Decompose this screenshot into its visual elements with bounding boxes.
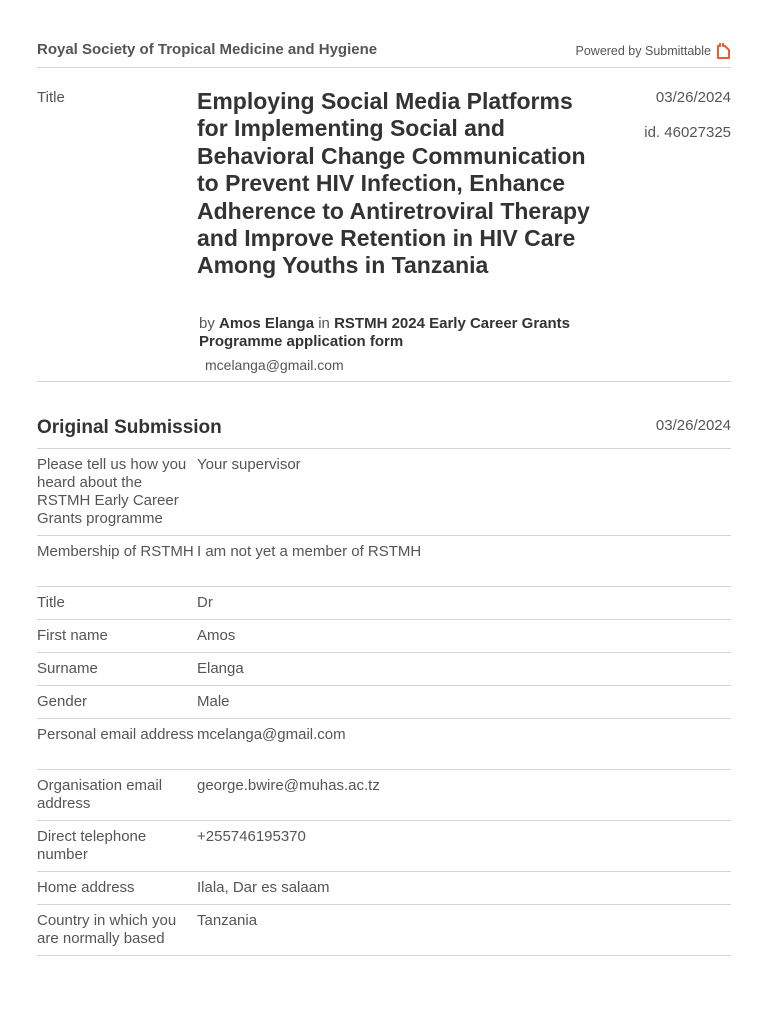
field-row	[37, 536, 731, 587]
in-word: in	[318, 315, 330, 332]
organization-name: Royal Society of Tropical Medicine and Hygiene	[37, 41, 378, 58]
field-value: Ilala, Dar es salaam	[197, 879, 330, 896]
field-value: Male	[197, 693, 230, 710]
field-row	[37, 905, 731, 956]
form-name: RSTMH 2024 Early Career Grants Programme application form	[199, 315, 571, 350]
author-name: Amos Elanga	[219, 315, 315, 332]
field-value: +255746195370	[197, 828, 306, 845]
field-value: Tanzania	[197, 912, 258, 929]
field-row	[37, 719, 731, 770]
by-word: by	[199, 315, 215, 332]
field-row	[37, 653, 731, 686]
field-label: Home address	[37, 879, 135, 896]
field-label: Please tell us how you heard about the RSTMH Early Career Grants programme	[37, 456, 187, 527]
field-row	[37, 449, 731, 536]
section-date: 03/26/2024	[655, 417, 731, 434]
field-row	[37, 872, 731, 905]
field-value: Amos	[197, 627, 236, 644]
field-value: Elanga	[197, 660, 244, 677]
field-row	[37, 587, 731, 620]
byline	[199, 315, 589, 351]
field-value: george.bwire@muhas.ac.tz	[197, 777, 380, 794]
title-label: Title	[37, 89, 65, 106]
field-label: Title	[37, 594, 65, 611]
submission-date: 03/26/2024	[655, 89, 731, 106]
field-value: Dr	[197, 594, 213, 611]
field-label: First name	[37, 627, 108, 644]
field-label: Direct telephone number	[37, 828, 147, 863]
field-label: Surname	[37, 660, 98, 677]
submission-title: Employing Social Media Platforms for Implementing Social and Behavioral Change Communication to Prevent HIV Infection, Enhance Adherence to Antiretroviral Therapy and Improve Retention in HIV Care Among Youths in Tanzania	[197, 88, 590, 279]
field-label: Country in which you are normally based	[37, 912, 177, 947]
submitter-email: mcelanga@gmail.com	[205, 357, 344, 373]
field-row	[37, 620, 731, 653]
field-value: Your supervisor	[197, 456, 301, 473]
submission-id: id. 46027325	[644, 124, 731, 141]
page-header	[37, 40, 731, 68]
submittable-logo-icon	[717, 42, 731, 60]
field-row	[37, 770, 731, 821]
field-value: I am not yet a member of RSTMH	[197, 543, 422, 560]
field-label: Personal email address	[37, 726, 194, 743]
fields-table	[37, 448, 731, 956]
divider	[37, 381, 731, 382]
field-label: Membership of RSTMH	[37, 543, 194, 560]
section-title: Original Submission	[37, 417, 222, 438]
field-value: mcelanga@gmail.com	[197, 726, 346, 743]
field-row	[37, 821, 731, 872]
field-label: Organisation email address	[37, 777, 163, 812]
field-label: Gender	[37, 693, 88, 710]
field-row	[37, 686, 731, 719]
powered-by-label: Powered by Submittable	[575, 44, 711, 58]
powered-by[interactable]	[576, 42, 732, 60]
